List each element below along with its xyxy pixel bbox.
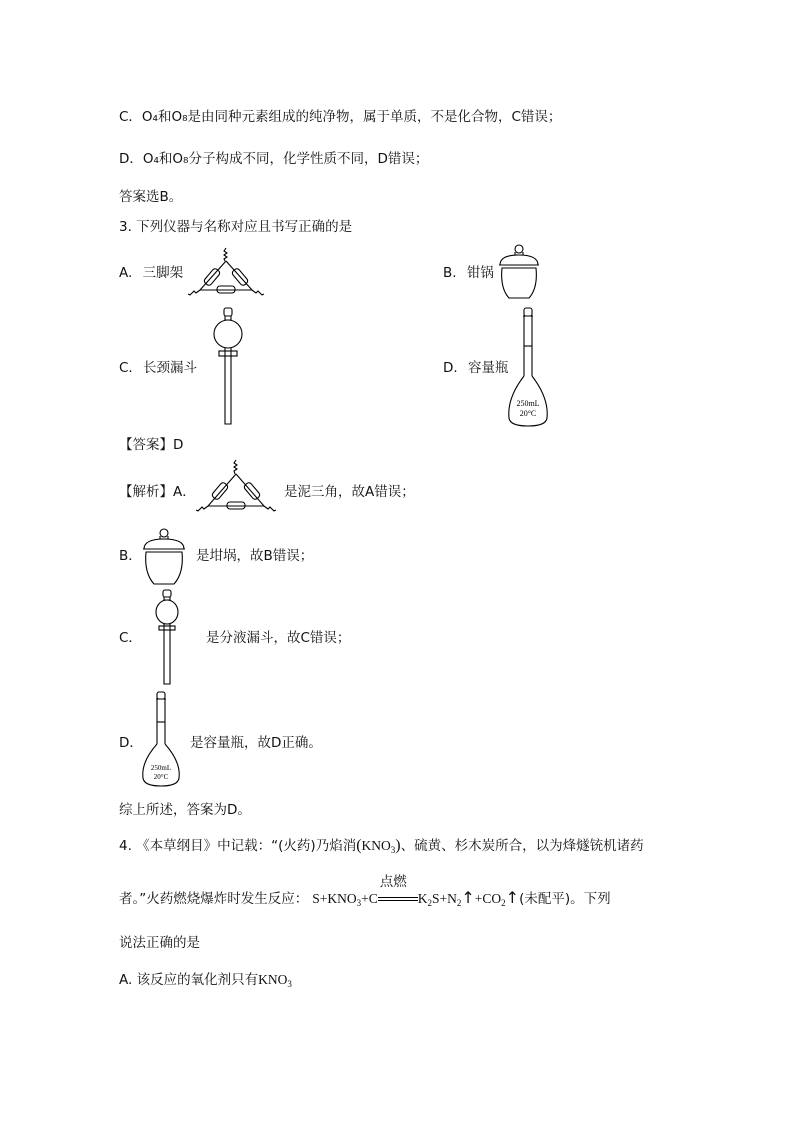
reaction-arrow: [378, 874, 418, 908]
reaction-condition: 点燃: [379, 874, 407, 890]
volumetric-flask-figure-d: [505, 306, 551, 430]
crucible-figure-analysis: [140, 527, 188, 589]
clay-triangle-figure-a: [186, 246, 266, 302]
analysis-a-label: 【解析】A．: [119, 484, 196, 500]
analysis-d-text: 是容量瓶，故D正确。: [190, 735, 322, 751]
analysis-c-text: 是分液漏斗，故C错误；: [206, 630, 351, 646]
flask-temp-text: 20°C: [519, 409, 537, 418]
analysis-b-label: B．: [119, 548, 142, 564]
analysis-c-label: C．: [119, 630, 142, 646]
crucible-figure-b: [496, 243, 542, 303]
analysis-flask-temp-text: 20°C: [153, 773, 169, 781]
option-a-label: A.: [119, 265, 133, 281]
q2-option-c-text: C．O₄和O₈是由同种元素组成的纯净物，属于单质，不是化合物，C错误；: [119, 109, 562, 125]
q2-answer: 答案选B。: [119, 189, 183, 205]
clay-triangle-figure-analysis: [196, 458, 276, 520]
option-c-name: 长颈漏斗: [143, 360, 198, 376]
q2-option-c: [119, 108, 561, 126]
q3-option-a: [119, 264, 183, 282]
flask-volume-text: 250mL: [516, 399, 540, 408]
q3-stem: 3. 下列仪器与名称对应且书写正确的是: [119, 219, 353, 235]
analysis-b-text: 是坩埚，故B错误；: [196, 548, 314, 564]
volumetric-flask-figure-analysis: [139, 690, 183, 790]
option-b-name: 钳锅: [466, 265, 494, 281]
q2-option-d: [119, 150, 428, 168]
q4-line-3: 说法正确的是: [119, 935, 200, 951]
analysis-a-text: 是泥三角，故A错误；: [284, 484, 415, 500]
separatory-funnel-figure-analysis: [150, 588, 184, 688]
q4-line-2: 者。”火药燃烧爆炸时发生反应： $S+KNO_3+C$ 点燃 $K_2S+N_2↑+CO_2↑$(未配平)。下列: [119, 874, 611, 908]
option-d-label: D.: [443, 360, 458, 376]
option-b-label: B.: [443, 265, 457, 281]
analysis-flask-volume-text: 250mL: [150, 764, 172, 772]
separatory-funnel-figure-c: [210, 306, 246, 428]
q3-option-d: [443, 359, 508, 377]
analysis-d-label: D．: [119, 735, 143, 751]
q4-option-a: A. 该反应的氧化剂只有$KNO_3$: [119, 972, 292, 989]
q2-option-d-text: D．O₄和O₈分子构成不同，化学性质不同，D错误；: [119, 151, 429, 167]
q3-option-b: [443, 264, 494, 282]
q3-summary: 综上所述，答案为D。: [119, 802, 251, 818]
q3-option-c: [119, 359, 197, 377]
option-d-name: 容量瓶: [467, 360, 509, 376]
option-c-label: C.: [119, 360, 133, 376]
q3-answer: 【答案】D: [119, 437, 184, 453]
q4-line-1: 4. 《本草纲目》中记载：“(火药)乃焰消$(KNO_3)$、硫黄、杉木炭所合，以为烽燧铳机诸药: [119, 837, 644, 855]
option-a-name: 三脚架: [142, 265, 184, 281]
